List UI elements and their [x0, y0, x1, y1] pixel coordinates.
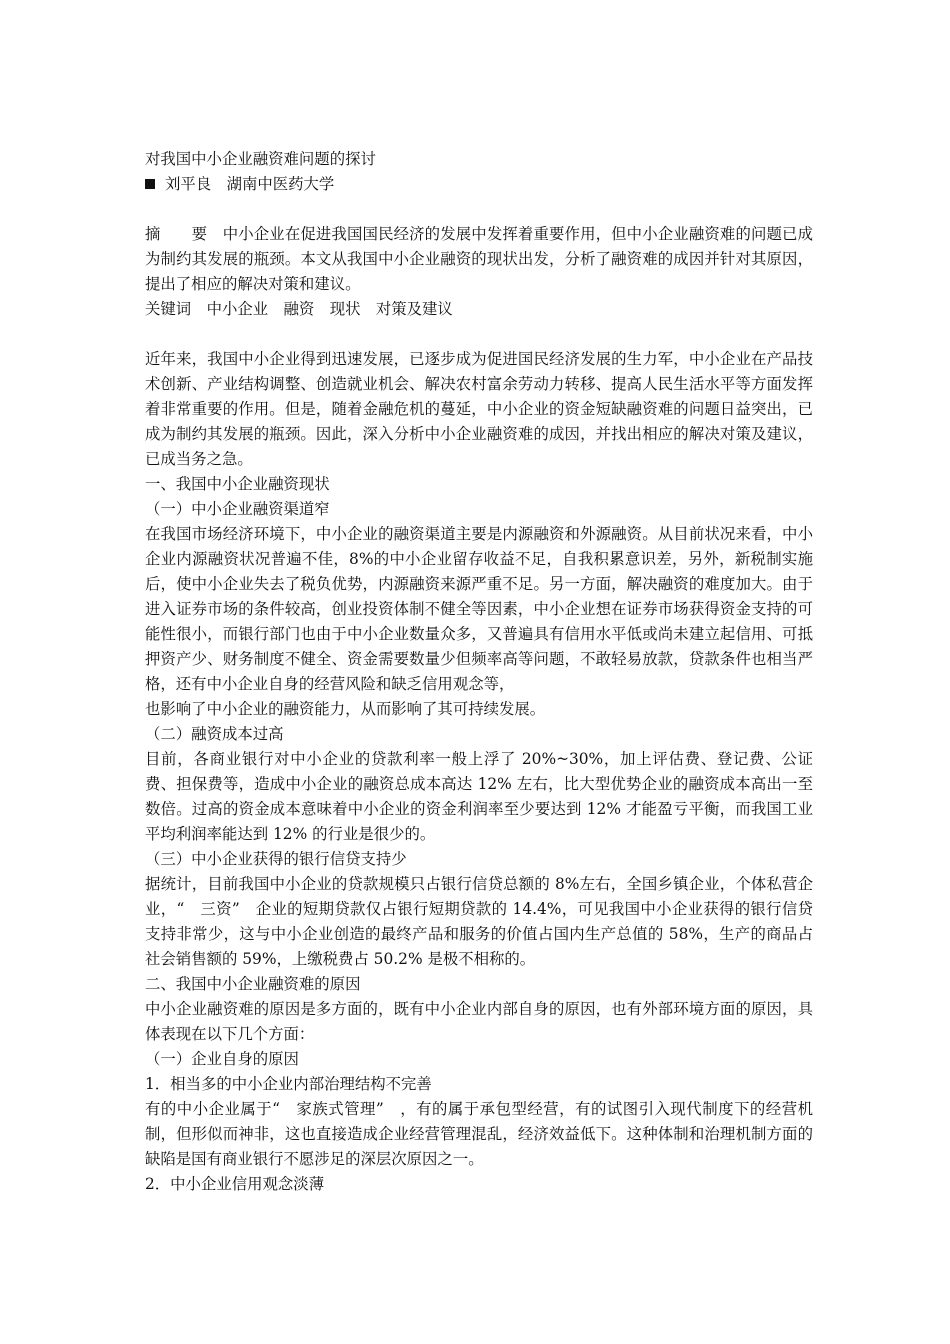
body-paragraph: 据统计，目前我国中小企业的贷款规模只占银行信贷总额的 8%左右，全国乡镇企业，个体私营企业，“ 三资” 企业的短期贷款仅占银行短期贷款的 14.4%，可见我国中小企业获得的银行信贷支持非常少，这与中小企业创造的最终产品和服务的价值占国内生产总值的 58%，生产的商品占社会销售额的 59%，上缴税费占 50.2% 是极不相称的。 [145, 875, 813, 968]
subsection-heading-2-1: （一）企业自身的原因 [145, 1050, 299, 1068]
author-affiliation: 刘平良 湖南中医药大学 [165, 175, 335, 193]
section-heading-2: 二、我国中小企业融资难的原因 [145, 975, 361, 993]
intro-paragraph: 近年来，我国中小企业得到迅速发展，已逐步成为促进国民经济发展的生力军，中小企业在产品技术创新、产业结构调整、创造就业机会、解决农村富余劳动力转移、提高人民生活水平等方面发挥着非常重要的作用。但是，随着金融危机的蔓延，中小企业的资金短缺融资难的问题日益突出，已成为制约其发展的瓶颈。因此，深入分析中小企业融资难的成因，并找出相应的解决对策及建议，已成当务之急。 [145, 350, 813, 468]
spacer [145, 322, 813, 347]
subsection-heading-1-1: （一）中小企业融资渠道窄 [145, 500, 330, 518]
author-line [145, 172, 813, 197]
body-paragraph: 中小企业融资难的原因是多方面的，既有中小企业内部自身的原因，也有外部环境方面的原因，具体表现在以下几个方面： [145, 1000, 813, 1043]
article-title: 对我国中小企业融资难问题的探讨 [145, 150, 376, 168]
numbered-item-heading: 2．中小企业信用观念淡薄 [145, 1175, 325, 1193]
body-paragraph: 在我国市场经济环境下，中小企业的融资渠道主要是内源融资和外源融资。从目前状况来看，中小企业内源融资状况普遍不佳，8%的中小企业留存收益不足，自我积累意识差，另外，新税制实施后，使中小企业失去了税负优势，内源融资来源严重不足。另一方面，解决融资的难度加大。由于进入证券市场的条件较高，创业投资体制不健全等因素，中小企业想在证券市场获得资金支持的可能性很小，而银行部门也由于中小企业数量众多，又普遍具有信用水平低或尚未建立起信用、可抵押资产少、财务制度不健全、资金需要数量少但频率高等问题，不敢轻易放款，贷款条件也相当严格，还有中小企业自身的经营风险和缺乏信用观念等， [145, 525, 813, 693]
section-heading-1: 一、我国中小企业融资现状 [145, 475, 330, 493]
keywords-line: 关键词 中小企业 融资 现状 对策及建议 [145, 300, 453, 318]
body-paragraph: 也影响了中小企业的融资能力，从而影响了其可持续发展。 [145, 700, 546, 718]
document-page [145, 147, 813, 1197]
body-paragraph: 目前，各商业银行对中小企业的贷款利率一般上浮了 20%~30%，加上评估费、登记费、公证费、担保费等，造成中小企业的融资总成本高达 12% 左右，比大型优势企业的融资成本高出一至数倍。过高的资金成本意味着中小企业的资金利润率至少要达到 12% 才能盈亏平衡，而我国工业平均利润率能达到 12% 的行业是很少的。 [145, 750, 813, 843]
subsection-heading-1-2: （二）融资成本过高 [145, 725, 284, 743]
body-paragraph: 有的中小企业属于“ 家族式管理” ，有的属于承包型经营，有的试图引入现代制度下的经营机制，但形似而神非，这也直接造成企业经营管理混乱，经济效益低下。这种体制和治理机制方面的缺陷是国有商业银行不愿涉足的深层次原因之一。 [145, 1100, 813, 1168]
square-bullet-icon [145, 179, 155, 189]
abstract-paragraph: 摘 要 中小企业在促进我国国民经济的发展中发挥着重要作用，但中小企业融资难的问题已成为制约其发展的瓶颈。本文从我国中小企业融资的现状出发，分析了融资难的成因并针对其原因，提出了相应的解决对策和建议。 [145, 225, 813, 293]
subsection-heading-1-3: （三）中小企业获得的银行信贷支持少 [145, 850, 407, 868]
spacer [145, 197, 813, 222]
numbered-item-heading: 1．相当多的中小企业内部治理结构不完善 [145, 1075, 432, 1093]
